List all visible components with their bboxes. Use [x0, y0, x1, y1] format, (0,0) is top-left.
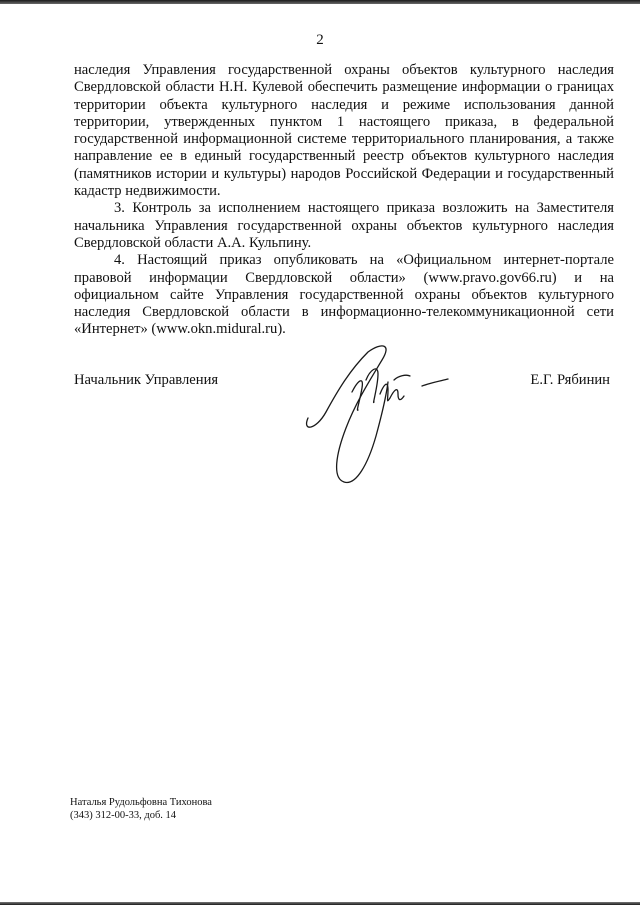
- page-number: 2: [316, 32, 324, 48]
- paragraph-continuation: наследия Управления государственной охраны объектов культурного наследия Свердловской области Н.Н. Кулевой обеспечить размещение информации о границах территории объекта культурного наследия и режиме использования данной территории, утвержденных пунктом 1 настоящего приказа, в федеральной государственной информационной системе территориального планирования, а также направление ее в единый государственный реестр объектов культурного наследия (памятников истории и культуры) народов Российской Федерации и государственный кадастр недвижимости.: [74, 62, 614, 200]
- document-body: [74, 62, 614, 339]
- paragraph-item-4: 4. Настоящий приказ опубликовать на «Официальном интернет-портале правовой информации Свердловской области» (www.pravo.gov66.ru) и на официальном сайте Управления государственной охраны объектов культурного наследия Свердловской области в информационно-телекоммуникационной сети «Интернет» (www.okn.midural.ru).: [74, 252, 614, 338]
- scan-edge-top: [0, 0, 640, 4]
- executor-phone: (343) 312-00-33, доб. 14: [70, 810, 177, 821]
- handwritten-signature: [298, 340, 458, 490]
- signer-title: Начальник Управления: [74, 372, 219, 388]
- executor-name: Наталья Рудольфовна Тихонова: [70, 797, 212, 808]
- executor-info: [70, 796, 212, 822]
- paragraph-item-3: 3. Контроль за исполнением настоящего приказа возложить на Заместителя начальника Управления государственной охраны объектов культурного наследия Свердловской области А.А. Кульпину.: [74, 200, 614, 251]
- signer-name: Е.Г. Рябинин: [530, 372, 610, 388]
